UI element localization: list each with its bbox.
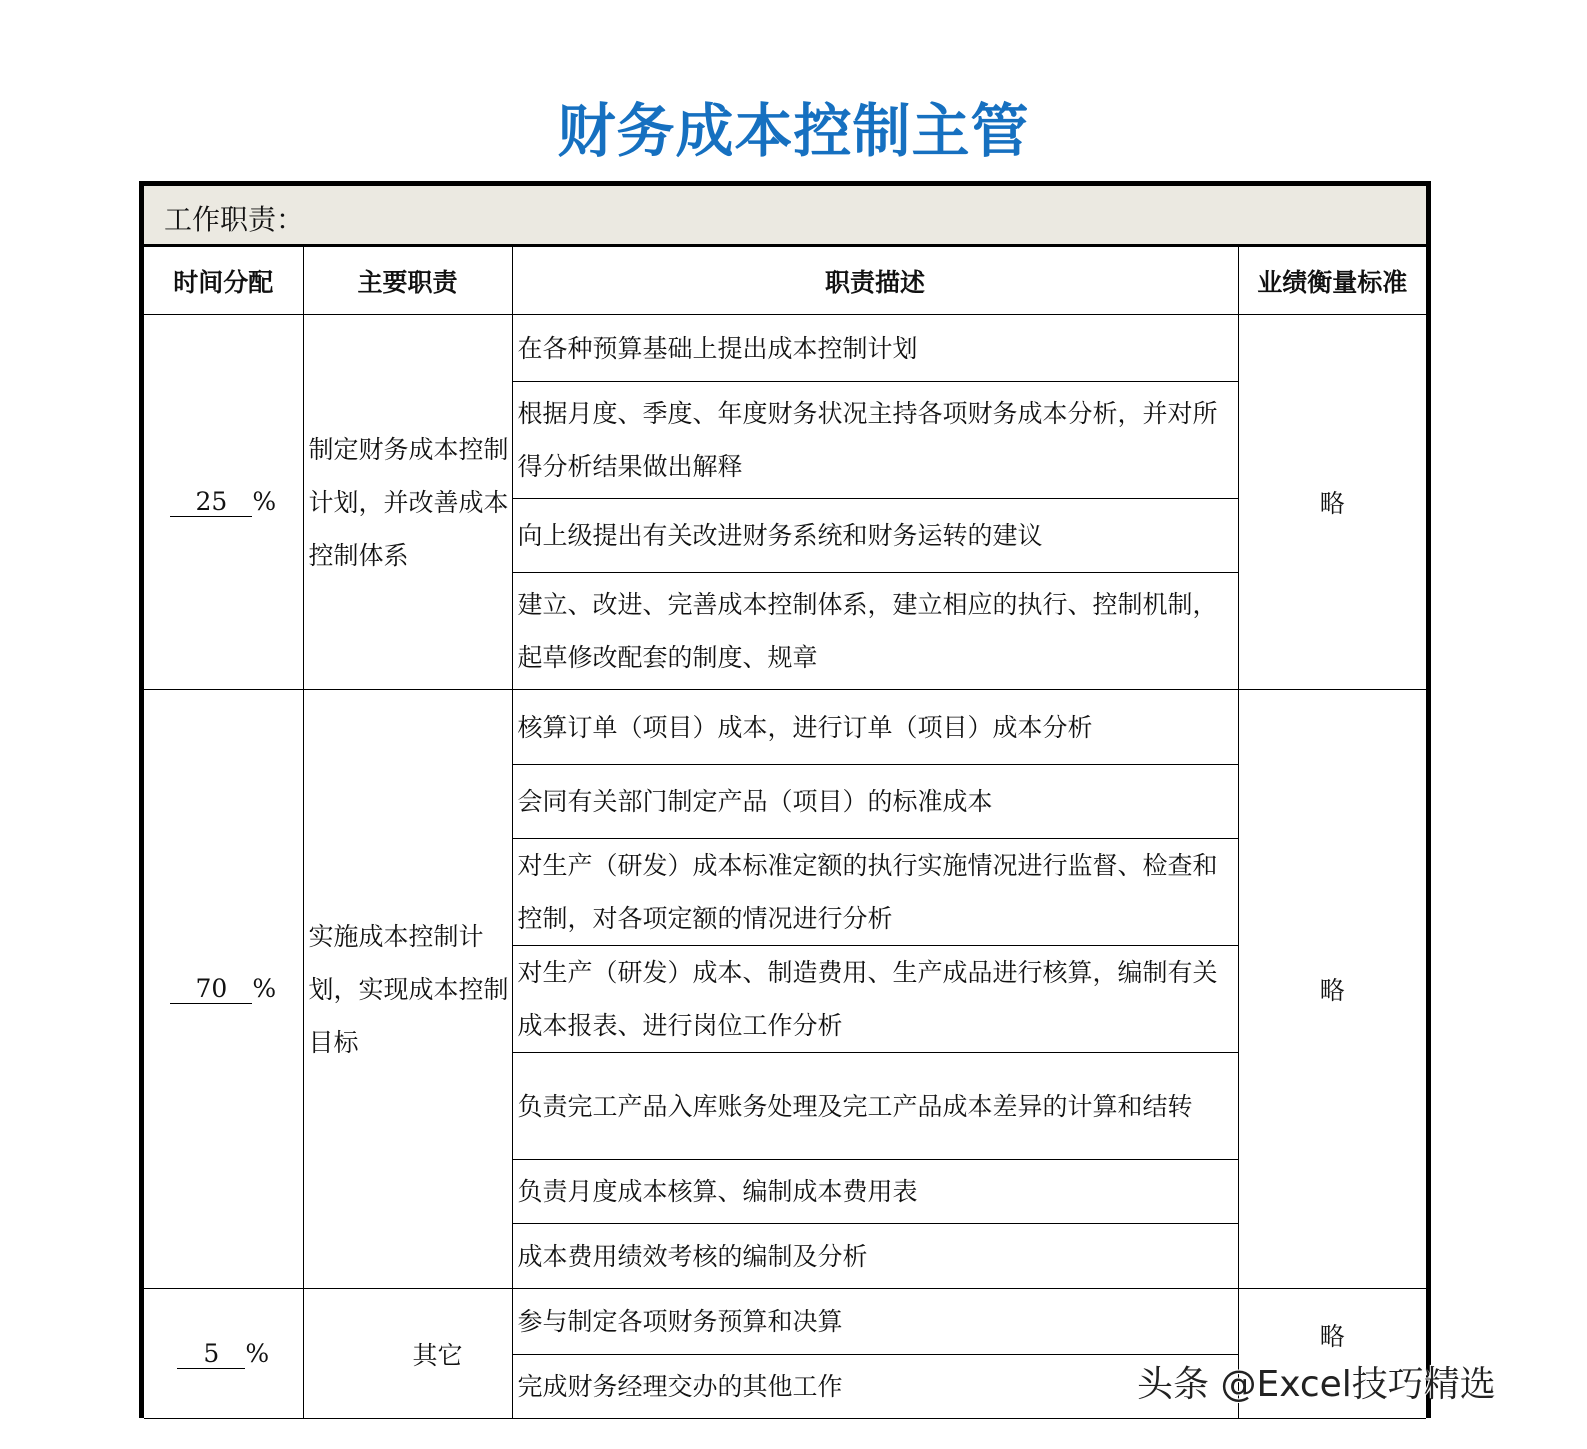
- main-duty: 制定财务成本控制计划，并改善成本控制体系: [303, 315, 512, 690]
- col-header-time: 时间分配: [144, 247, 303, 315]
- percent-value: 5: [177, 1339, 245, 1369]
- duties-grid: [144, 246, 1426, 1419]
- duty-description: 参与制定各项财务预算和决算: [512, 1289, 1238, 1355]
- section-label: 工作职责：: [164, 203, 305, 236]
- main-duty: 实施成本控制计划，实现成本控制目标: [303, 690, 512, 1289]
- duty-description: 核算订单（项目）成本，进行订单（项目）成本分析: [512, 690, 1238, 765]
- table-row: [144, 315, 1426, 382]
- time-allocation: [144, 1289, 303, 1419]
- table-row: [144, 690, 1426, 765]
- duty-description: 建立、改进、完善成本控制体系，建立相应的执行、控制机制，起草修改配套的制度、规章: [512, 573, 1238, 690]
- percent-unit: %: [252, 974, 277, 1003]
- duty-description: 根据月度、季度、年度财务状况主持各项财务成本分析，并对所得分析结果做出解释: [512, 382, 1238, 499]
- col-header-desc: 职责描述: [512, 247, 1238, 315]
- table-row: [144, 1289, 1426, 1355]
- duty-description: 完成财务经理交办的其他工作: [512, 1355, 1238, 1419]
- performance-standard: 略: [1238, 315, 1426, 690]
- duty-description: 成本费用绩效考核的编制及分析: [512, 1224, 1238, 1289]
- duty-description: 负责完工产品入库账务处理及完工产品成本差异的计算和结转: [512, 1053, 1238, 1160]
- duty-description: 在各种预算基础上提出成本控制计划: [512, 315, 1238, 382]
- duty-description: 对生产（研发）成本标准定额的执行实施情况进行监督、检查和控制，对各项定额的情况进行分析: [512, 839, 1238, 946]
- percent-value: 25: [170, 487, 252, 517]
- col-header-standard: 业绩衡量标准: [1238, 247, 1426, 315]
- page-title: 财务成本控制主管: [557, 97, 1030, 165]
- percent-unit: %: [245, 1338, 270, 1368]
- watermark: 头条 @Excel技巧精选: [1137, 1364, 1496, 1405]
- header-row: [144, 247, 1426, 315]
- duty-description: 会同有关部门制定产品（项目）的标准成本: [512, 765, 1238, 839]
- time-allocation: [144, 690, 303, 1289]
- duty-description: 负责月度成本核算、编制成本费用表: [512, 1160, 1238, 1224]
- col-header-duty: 主要职责: [303, 247, 512, 315]
- job-duties-table: [139, 181, 1431, 1418]
- duty-description: 向上级提出有关改进财务系统和财务运转的建议: [512, 499, 1238, 573]
- section-header: [144, 186, 1426, 246]
- duty-description: 对生产（研发）成本、制造费用、生产成品进行核算，编制有关成本报表、进行岗位工作分析: [512, 946, 1238, 1053]
- main-duty: 其它: [303, 1289, 512, 1419]
- time-allocation: [144, 315, 303, 690]
- percent-value: 70: [170, 974, 252, 1004]
- performance-standard: 略: [1238, 690, 1426, 1289]
- percent-unit: %: [252, 487, 277, 516]
- performance-standard: 略: [1238, 1289, 1426, 1419]
